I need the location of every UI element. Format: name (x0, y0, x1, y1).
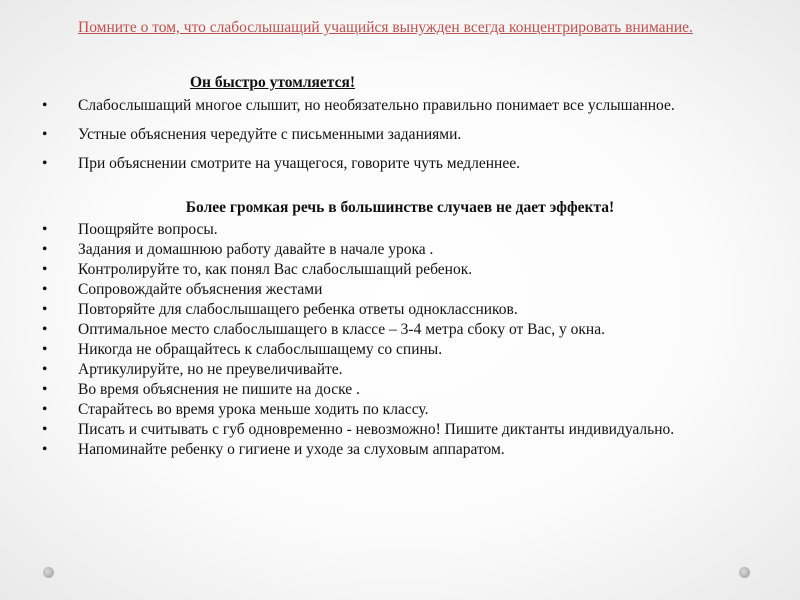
bullet-icon: • (42, 155, 48, 172)
bullet-icon: • (42, 97, 48, 114)
bullet-icon: • (42, 421, 48, 438)
list-item (40, 240, 752, 259)
bullet-icon: • (42, 126, 48, 143)
bullet-icon: • (42, 301, 48, 318)
list-item (40, 153, 752, 175)
list-item-text: Никогда не обращайтесь к слабослышащему со спины. (78, 341, 443, 358)
bullet-icon: • (42, 261, 48, 278)
list-item (40, 440, 752, 459)
list-item (40, 280, 752, 299)
list-item-text: Старайтесь во время урока меньше ходить по классу. (78, 401, 429, 418)
bullet-icon: • (42, 441, 48, 458)
list-item (40, 360, 752, 379)
list-item (40, 260, 752, 279)
list-item (40, 220, 752, 239)
list-item-text: Устные объяснения чередуйте с письменными заданиями. (78, 126, 462, 143)
list-item (40, 124, 752, 146)
bullet-icon: • (42, 401, 48, 418)
heading-fatigue: Он быстро утомляется! (190, 74, 356, 91)
bullet-icon: • (42, 361, 48, 378)
heading-loud-speech: Более громкая речь в большинстве случаев не дает эффекта! (185, 199, 615, 216)
bullet-icon: • (42, 281, 48, 298)
list-item-text: Контролируйте то, как понял Вас слабослышащий ребенок. (78, 261, 473, 278)
list-item-text: Во время объяснения не пишите на доске . (78, 381, 360, 398)
list-item-text: Повторяйте для слабослышащего ребенка ответы одноклассников. (78, 301, 518, 318)
list-item-text: Поощряйте вопросы. (78, 221, 218, 238)
list-item-text: При объяснении смотрите на учащегося, говорите чуть медленнее. (78, 155, 520, 172)
corner-dot-icon (739, 567, 750, 578)
bullet-icon: • (42, 381, 48, 398)
list-item-text: Оптимальное место слабослышащего в классе – 3-4 метра сбоку от Вас, у окна. (78, 321, 605, 338)
corner-dot-icon (43, 567, 54, 578)
list-item (40, 320, 752, 339)
list-item (40, 380, 752, 399)
list-item (40, 400, 752, 419)
list-item-text: Артикулируйте, но не преувеличивайте. (78, 361, 343, 378)
bullet-icon: • (42, 321, 48, 338)
list-item (40, 300, 752, 319)
list-item-text: Напоминайте ребенку о гигиене и уходе за слуховым аппаратом. (78, 441, 505, 458)
list-item-text: Слабослышащий многое слышит, но необязательно правильно понимает все услышанное. (78, 97, 675, 114)
bullet-icon: • (42, 221, 48, 238)
bullet-icon: • (42, 241, 48, 258)
list-item (40, 420, 752, 439)
list-item (40, 340, 752, 359)
list-item-text: Писать и считывать с губ одновременно - невозможно! Пишите диктанты индивидуально. (78, 421, 675, 438)
list-item (40, 95, 752, 117)
list-item-text: Сопровождайте объяснения жестами (78, 281, 323, 298)
bullet-icon: • (42, 341, 48, 358)
intro-note: Помните о том, что слабослышащий учащийся вынужден всегда концентрировать внимание. (78, 19, 693, 36)
list-item-text: Задания и домашнюю работу давайте в начале урока . (78, 241, 434, 258)
bullet-list-1 (40, 95, 752, 182)
bullet-list-2 (40, 220, 752, 460)
